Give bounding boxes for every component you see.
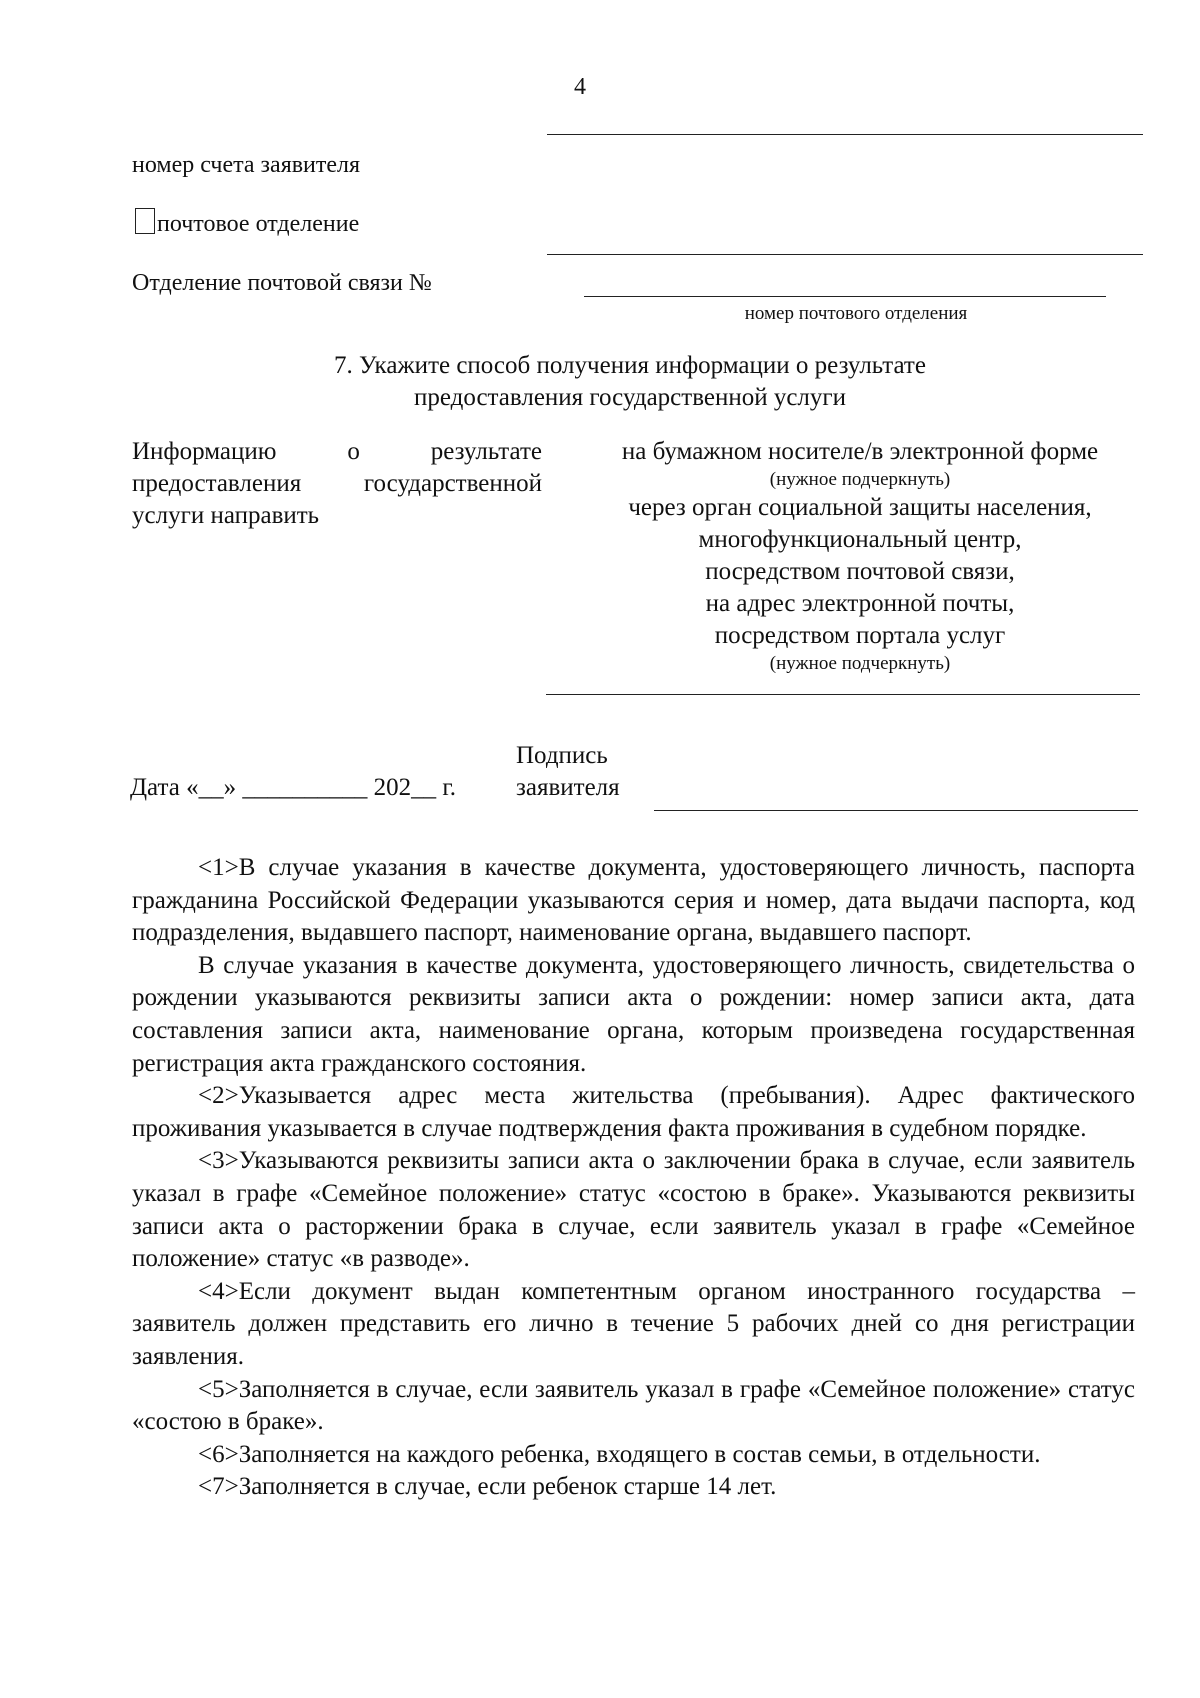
account-number-label: номер счета заявителя: [132, 152, 361, 178]
footnote-1-continued: В случае указания в качестве документа, удостоверяющего личность, свидетельства о рождении указываются реквизиты записи акта о рождении: номер записи акта, дата составления записи акта, наименование органа, которым произведена государственная регистрация акта гражданского состояния.: [132, 951, 1135, 1077]
footnote-5: <5>Заполняется в случае, если заявитель указал в графе «Семейное положение» статус «состою в браке».: [132, 1375, 1135, 1436]
post-branch-caption: номер почтового отделения: [744, 303, 968, 324]
fill-line: [547, 254, 1143, 255]
footnote-1: <1>В случае указания в качестве документа, удостоверяющего личность, паспорта гражданина Российской Федерации указываются серия и номер, дата выдачи паспорта, код подразделения, выдавшего паспорт, наименование органа, выдавшего паспорт.: [132, 854, 1135, 947]
option-post: посредством почтовой связи,: [705, 558, 1015, 585]
section7-left-text: Информацию о результате предоставления государственной услуги направить: [132, 438, 542, 529]
signature-line[interactable]: [654, 810, 1138, 811]
footnotes: [132, 852, 1135, 1504]
hint-underline: (нужное подчеркнуть): [769, 653, 951, 674]
section7-title-line2: предоставления государственной услуги: [413, 384, 847, 411]
option-portal: посредством портала услуг: [714, 622, 1006, 649]
checkbox[interactable]: [135, 208, 155, 234]
signature-label-line2: заявителя: [516, 774, 620, 801]
post-branch-label: Отделение почтовой связи №: [132, 270, 432, 296]
section7-title-line1: 7. Укажите способ получения информации о результате: [334, 352, 926, 379]
hint-underline: (нужное подчеркнуть): [769, 469, 951, 490]
option-mfc: многофункциональный центр,: [698, 526, 1022, 553]
post-office-option: [135, 208, 359, 239]
date-field[interactable]: Дата «__» __________ 202__ г.: [130, 774, 457, 801]
option-social-protection: через орган социальной защиты населения,: [628, 494, 1092, 521]
footnote-4: <4>Если документ выдан компетентным органом иностранного государства – заявитель должен представить его лично в течение 5 рабочих дней со дня регистрации заявления.: [132, 1277, 1135, 1370]
footnote-6: <6>Заполняется на каждого ребенка, входящего в состав семьи, в отдельности.: [198, 1440, 1041, 1468]
post-office-label: почтовое отделение: [157, 211, 360, 237]
fill-line: [546, 694, 1140, 695]
section7-options: [560, 436, 1160, 676]
fill-line: [547, 134, 1143, 135]
footnote-2: <2>Указывается адрес места жительства (пребывания). Адрес фактического проживания указывается в случае подтверждения факта проживания в судебном порядке.: [132, 1082, 1135, 1142]
page-number: 4: [574, 74, 586, 100]
footnote-7: <7>Заполняется в случае, если ребенок старше 14 лет.: [198, 1473, 777, 1501]
footnote-3: <3>Указываются реквизиты записи акта о заключении брака в случае, если заявитель указал в графе «Семейное положение» статус «состою в браке». Указываются реквизиты записи акта о расторжении брака в случае, если заявитель указал в графе «Семейное положение» статус «в разводе».: [132, 1147, 1135, 1273]
option-email: на адрес электронной почты,: [705, 590, 1015, 617]
post-branch-line[interactable]: [584, 296, 1106, 297]
signature-label-line1: Подпись: [516, 742, 608, 769]
option-paper-electronic: на бумажном носителе/в электронной форме: [621, 438, 1099, 465]
